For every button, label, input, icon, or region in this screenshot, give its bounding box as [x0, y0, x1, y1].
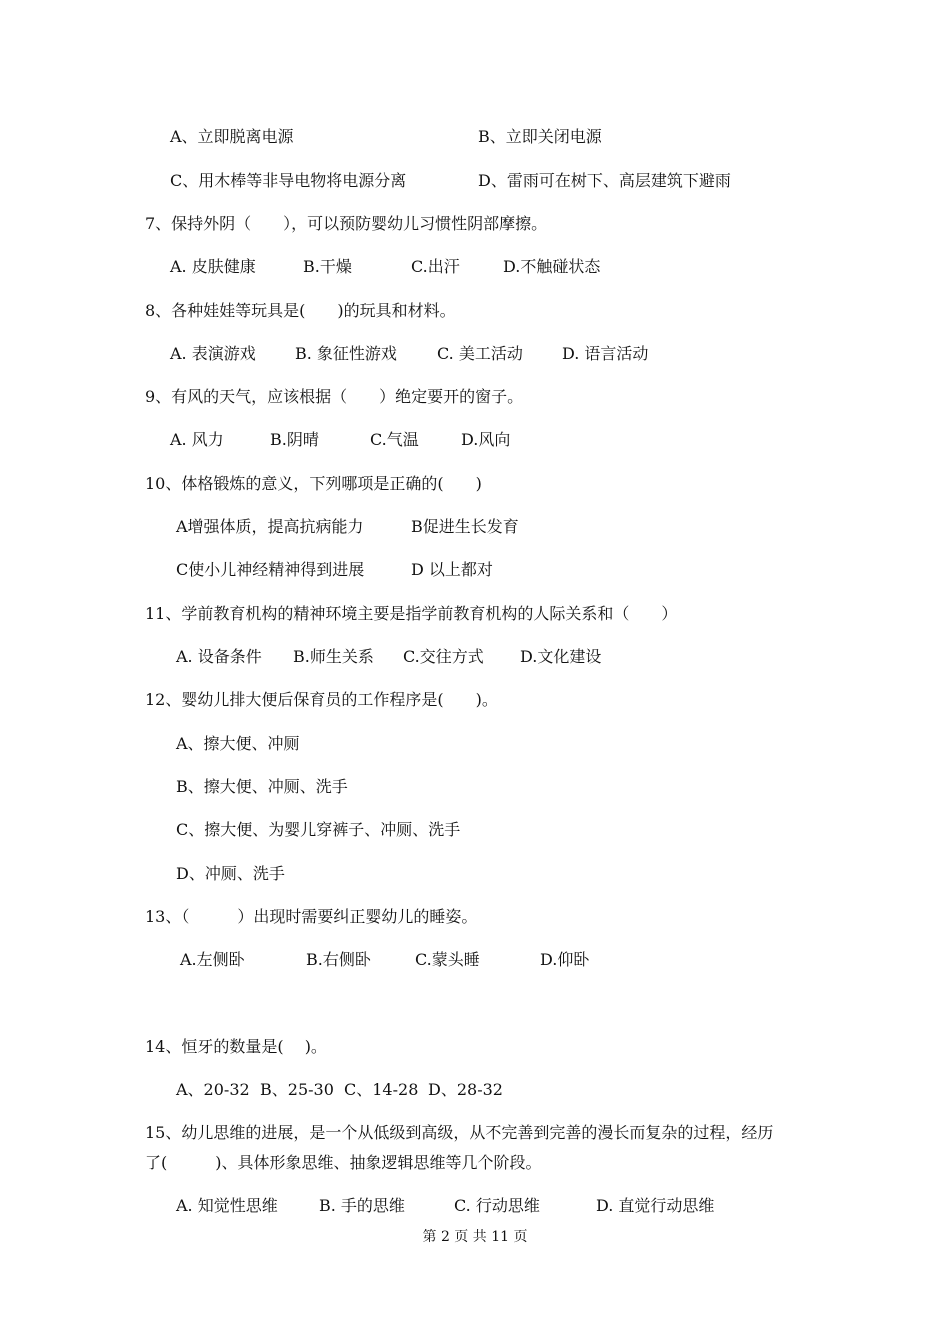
q9-option-c: C.气温 [370, 430, 419, 449]
q9-option-a: A. 风力 [170, 430, 224, 449]
q8-stem: 8、各种娃娃等玩具是( )的玩具和材料。 [145, 301, 456, 320]
q9-option-b: B.阴晴 [270, 430, 319, 449]
q7-option-a: A. 皮肤健康 [170, 257, 256, 276]
page-footer: 第 2 页 共 11 页 [422, 1229, 528, 1245]
q13-option-b: B.右侧卧 [306, 950, 371, 969]
q8-option-d: D. 语言活动 [562, 344, 649, 363]
q6-option-b: B、立即关闭电源 [478, 127, 602, 146]
q15-stem-line2: 了( )、具体形象思维、抽象逻辑思维等几个阶段。 [145, 1153, 542, 1172]
q6-option-a: A、立即脱离电源 [170, 127, 294, 146]
q11-option-c: C.交往方式 [403, 647, 484, 666]
q13-stem: 13、（ ）出现时需要纠正婴幼儿的睡姿。 [145, 907, 478, 926]
q7-option-d: D.不触碰状态 [503, 257, 601, 276]
q7-option-c: C.出汗 [411, 257, 460, 276]
q12-option-b: B、擦大便、冲厕、洗手 [176, 777, 348, 796]
q13-option-a: A.左侧卧 [180, 950, 245, 969]
q15-option-c: C. 行动思维 [454, 1196, 540, 1215]
q9-option-d: D.风向 [461, 430, 511, 449]
q13-option-d: D.仰卧 [540, 950, 590, 969]
q9-stem: 9、有风的天气，应该根据（ ）绝定要开的窗子。 [145, 387, 524, 406]
q12-option-d: D、冲厕、洗手 [176, 864, 285, 883]
q6-option-c: C、用木棒等非导电物将电源分离 [170, 171, 407, 190]
q14-option-c: C、14-28 [344, 1080, 419, 1099]
q11-option-b: B.师生关系 [293, 647, 374, 666]
q8-option-a: A. 表演游戏 [170, 344, 256, 363]
q10-option-d: D 以上都对 [411, 560, 493, 579]
q15-option-d: D. 直觉行动思维 [596, 1196, 715, 1215]
q10-option-a: A增强体质，提高抗病能力 [176, 517, 364, 536]
q12-stem: 12、婴幼儿排大便后保育员的工作程序是( )。 [145, 690, 498, 709]
q14-option-a: A、20-32 [176, 1080, 250, 1099]
q14-option-d: D、28-32 [428, 1080, 503, 1099]
q11-option-d: D.文化建设 [520, 647, 602, 666]
q7-stem: 7、保持外阴（ ），可以预防婴幼儿习惯性阴部摩擦。 [145, 214, 548, 233]
q15-option-b: B. 手的思维 [319, 1196, 405, 1215]
q11-option-a: A. 设备条件 [176, 647, 262, 666]
q7-option-b: B.干燥 [303, 257, 352, 276]
q8-option-c: C. 美工活动 [437, 344, 523, 363]
q10-option-b: B促进生长发育 [411, 517, 519, 536]
q6-option-d: D、雷雨可在树下、高层建筑下避雨 [478, 171, 731, 190]
q14-option-b: B、25-30 [260, 1080, 334, 1099]
q10-stem: 10、体格锻炼的意义，下列哪项是正确的( ) [145, 474, 482, 493]
q15-option-a: A. 知觉性思维 [176, 1196, 278, 1215]
q13-option-c: C.蒙头睡 [415, 950, 480, 969]
q14-stem: 14、恒牙的数量是( )。 [145, 1037, 327, 1056]
q11-stem: 11、学前教育机构的精神环境主要是指学前教育机构的人际关系和（ ） [145, 604, 678, 623]
q10-option-c: C使小儿神经精神得到进展 [176, 560, 365, 579]
q12-option-a: A、擦大便、冲厕 [176, 734, 300, 753]
q12-option-c: C、擦大便、为婴儿穿裤子、冲厕、洗手 [176, 820, 461, 839]
q15-stem-line1: 15、幼儿思维的进展，是一个从低级到高级，从不完善到完善的漫长而复杂的过程，经历 [145, 1123, 774, 1142]
q8-option-b: B. 象征性游戏 [295, 344, 397, 363]
